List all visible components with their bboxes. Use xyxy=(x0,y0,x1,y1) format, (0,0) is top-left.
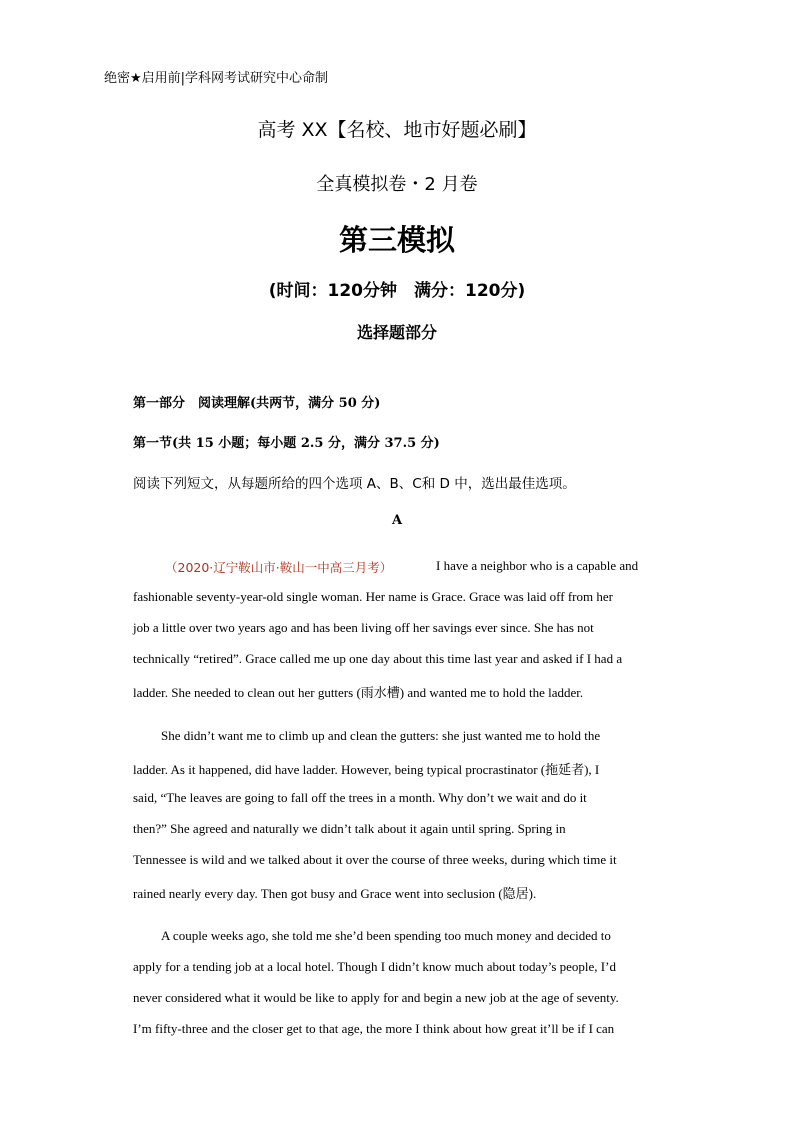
title-line-2: 全真模拟卷・2 月卷 xyxy=(316,174,478,195)
passage-line: I have a neighbor who is a capable and xyxy=(436,558,639,573)
part-label: 选择题部分 xyxy=(356,323,437,342)
source-tag: （2020·辽宁鞍山市·鞍山一中高三月考） xyxy=(165,560,393,575)
title-line-1: 高考 XX【名校、地市好题必刷】 xyxy=(257,119,537,141)
passage-line: She didn’t want me to climb up and clean the gutters: she just wanted me to hold the xyxy=(161,728,601,743)
passage-line: rained nearly every day. Then got busy and Grace went into seclusion (隐居). xyxy=(133,886,537,901)
section-heading-2: 第一节(共 15 小题；每小题 2.5 分，满分 37.5 分) xyxy=(133,436,440,451)
passage-line: said, “The leaves are going to fall off the trees in a month. Why don’t we wait and do it xyxy=(133,790,587,805)
passage-line: Tennessee is wild and we talked about it over the course of three weeks, during which time it xyxy=(133,852,617,867)
passage-line: never considered what it would be like to apply for and begin a new job at the age of seventy. xyxy=(133,990,619,1005)
header-note: 绝密★启用前|学科网考试研究中心命制 xyxy=(104,71,329,86)
passage-line: A couple weeks ago, she told me she’d been spending too much money and decided to xyxy=(161,928,611,943)
exam-info: (时间：120分钟 满分：120分) xyxy=(268,281,526,301)
passage-line: then?” She agreed and naturally we didn’t talk about it again until spring. Spring in xyxy=(133,821,566,836)
passage-line: technically “retired”. Grace called me up one day about this time last year and asked if I had a xyxy=(133,651,623,666)
passage-line: I’m fifty-three and the closer get to that age, the more I think about how great it’ll be if I can xyxy=(133,1021,615,1036)
passage-line: ladder. She needed to clean out her gutters (雨水槽) and wanted me to hold the ladder. xyxy=(133,685,584,700)
section-heading-1: 第一部分 阅读理解(共两节，满分 50 分) xyxy=(133,396,381,411)
page-title: 第三模拟 xyxy=(338,223,455,257)
passage-line: job a little over two years ago and has been living off her savings ever since. She has not xyxy=(133,620,594,635)
passage-line: ladder. As it happened, did have ladder. However, being typical procrastinator (拖延者), I xyxy=(133,762,600,777)
passage-line: fashionable seventy-year-old single woman. Her name is Grace. Grace was laid off from her xyxy=(133,589,613,604)
passage-line: apply for a tending job at a local hotel. Though I didn’t know much about today’s people, I’d xyxy=(133,959,616,974)
passage-letter: A xyxy=(391,513,403,528)
instruction: 阅读下列短文，从每题所给的四个选项 A、B、C和 D 中，选出最佳选项。 xyxy=(133,476,576,492)
